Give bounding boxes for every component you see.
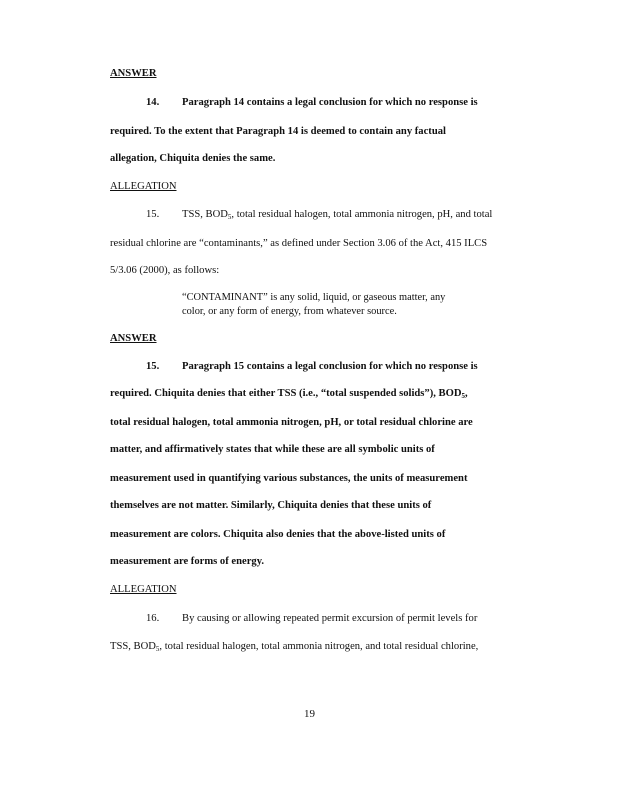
- answer-15-line-4: matter, and affirmatively states that while these are all symbolic units of: [110, 444, 435, 455]
- answer-15-line-3: total residual halogen, total ammonia nitrogen, pH, or total residual chlorine are: [110, 417, 473, 428]
- answer-15-line-8: measurement are forms of energy.: [110, 556, 265, 567]
- answer-14-line-3: allegation, Chiquita denies the same.: [110, 153, 276, 164]
- allegation-15-line-3: 5/3.06 (2000), as follows:: [110, 265, 220, 276]
- allegation-16-number: 16.: [146, 613, 160, 624]
- answer-heading-14: ANSWER: [110, 68, 157, 79]
- contaminant-definition-line-2: color, or any form of energy, from whatever source.: [182, 306, 397, 317]
- answer-15-line-5: measurement used in quantifying various substances, the units of measurement: [110, 473, 468, 484]
- allegation-15-line-1: TSS, $BOD_5$, total residual halogen, total ammonia nitrogen, pH, and total: [182, 209, 493, 221]
- answer-15-line-6: themselves are not matter. Similarly, Chiquita denies that these units of: [110, 500, 432, 511]
- answer-14-line-1: Paragraph 14 contains a legal conclusion for which no response is: [182, 97, 478, 108]
- answer-15-line-7: measurement are colors. Chiquita also denies that the above-listed units of: [110, 529, 446, 540]
- allegation-15-line-2: residual chlorine are “contaminants,” as defined under Section 3.06 of the Act, 415 ILCS: [110, 238, 488, 249]
- answer-14-number: 14.: [146, 97, 160, 108]
- answer-15-number: 15.: [146, 361, 160, 372]
- allegation-heading-16: ALLEGATION: [110, 584, 177, 595]
- allegation-heading-15: ALLEGATION: [110, 181, 177, 192]
- contaminant-definition-line-1: “CONTAMINANT” is any solid, liquid, or gaseous matter, any: [182, 292, 446, 303]
- allegation-16-line-1: By causing or allowing repeated permit excursion of permit levels for: [182, 613, 478, 624]
- answer-15-line-1: Paragraph 15 contains a legal conclusion for which no response is: [182, 361, 478, 372]
- answer-heading-15: ANSWER: [110, 333, 157, 344]
- page-number: 19: [304, 708, 315, 720]
- answer-15-line-2: required. Chiquita denies that either TSS (i.e., “total suspended solids”), $BOD_5$,: [110, 388, 468, 400]
- answer-14-line-2: required. To the extent that Paragraph 14 is deemed to contain any factual: [110, 126, 446, 137]
- allegation-15-number: 15.: [146, 209, 160, 220]
- allegation-16-line-2: TSS, $BOD_5$, total residual halogen, total ammonia nitrogen, and total residual chlorine,: [110, 641, 479, 653]
